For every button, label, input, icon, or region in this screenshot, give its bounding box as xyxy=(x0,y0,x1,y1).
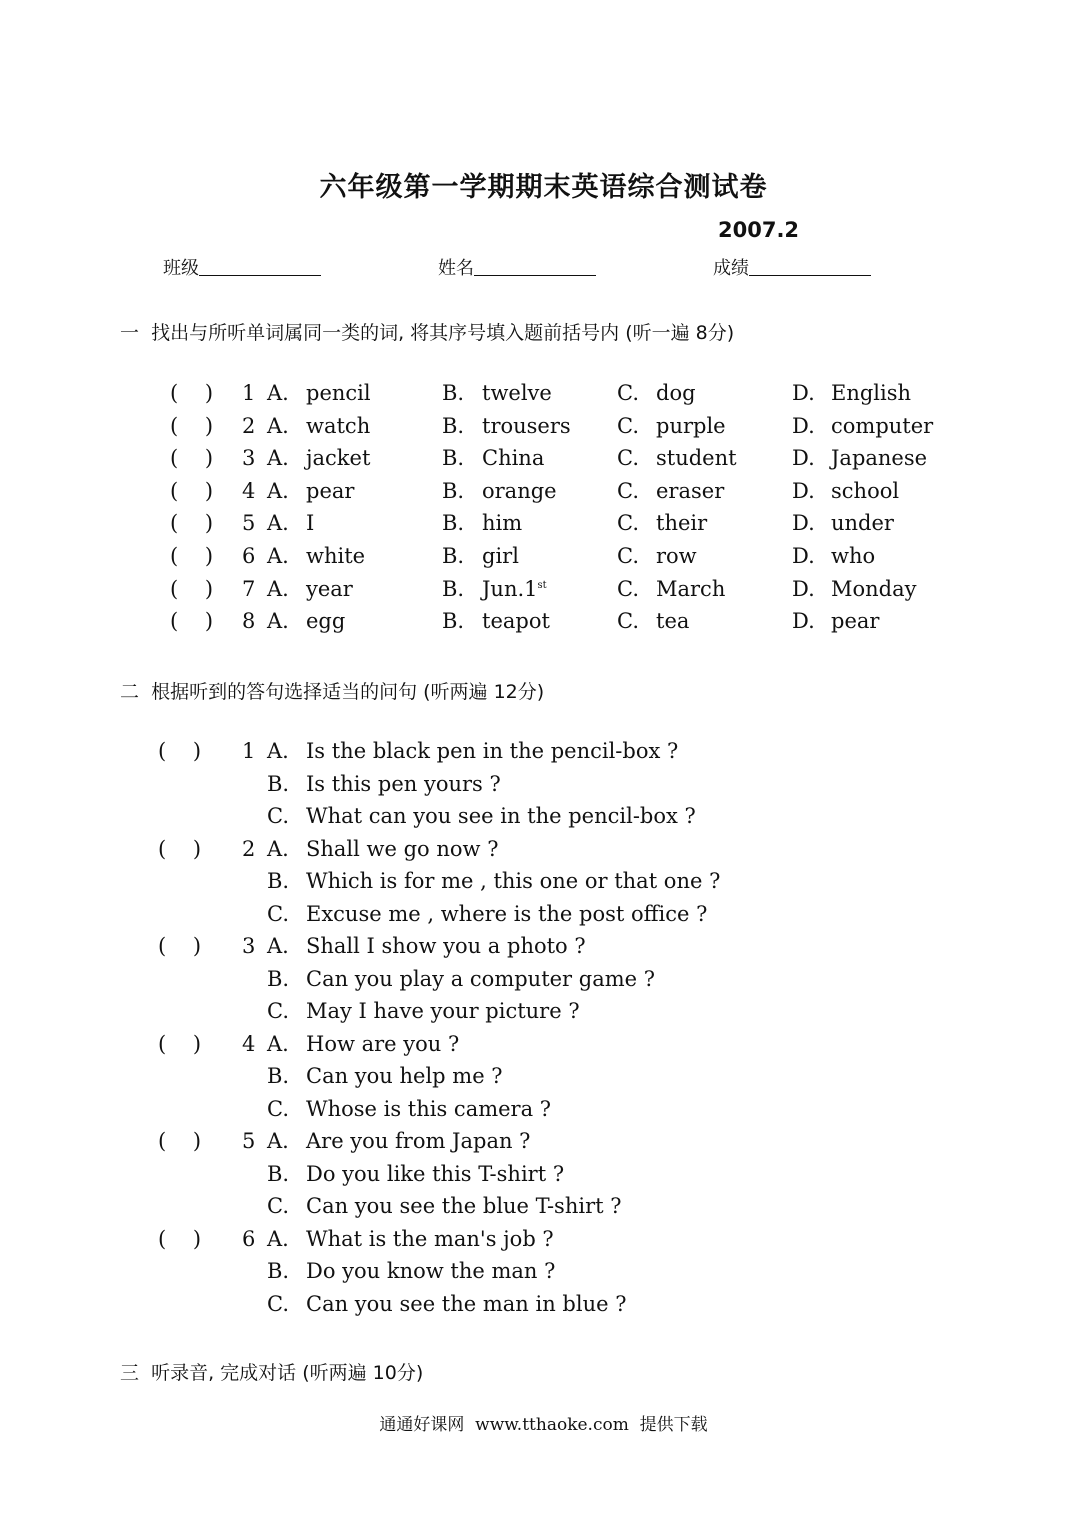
section-1-heading: 一 找出与所听单词属同一类的词, 将其序号填入题前括号内 (听一遍 8分) xyxy=(120,322,735,344)
option-c: dog xyxy=(656,381,696,405)
option-b xyxy=(482,446,544,470)
option-c-label: C. xyxy=(267,804,289,828)
option-d: English xyxy=(831,381,912,405)
option-b-label: B. xyxy=(442,511,465,536)
option-b-text: orange xyxy=(482,478,557,503)
answer-blank[interactable]: ( ) xyxy=(158,1226,202,1251)
answer-blank[interactable]: ( ) xyxy=(170,446,214,471)
question-number: 3 xyxy=(242,446,256,471)
option-b-label: B. xyxy=(267,771,290,796)
option-b xyxy=(482,381,552,405)
option-b: Is this pen yours ? xyxy=(306,771,501,796)
option-c-label: C. xyxy=(617,446,639,471)
question-number: 5 xyxy=(242,511,256,536)
option-c-label: C. xyxy=(617,544,639,568)
option-a: What is the man's job ? xyxy=(306,1226,554,1251)
question-number: 5 xyxy=(242,1129,256,1153)
option-a: pencil xyxy=(306,381,371,405)
option-a: jacket xyxy=(306,446,371,471)
option-b-label: B. xyxy=(442,544,465,568)
option-a-label: A. xyxy=(267,1129,289,1153)
option-a: watch xyxy=(306,413,371,438)
option-d-label: D. xyxy=(792,381,815,405)
answer-blank[interactable]: ( ) xyxy=(170,609,214,634)
option-b-label: B. xyxy=(267,869,290,893)
class-field[interactable] xyxy=(163,254,321,280)
answer-blank[interactable]: ( ) xyxy=(170,576,214,601)
option-b-label: B. xyxy=(267,1259,290,1283)
option-b-text: Jun.1 xyxy=(482,576,538,601)
option-b xyxy=(482,609,550,633)
option-b xyxy=(482,544,519,568)
footer-credit: 通通好课网 www.tthaoke.com 提供下载 xyxy=(379,1415,708,1435)
option-a-label: A. xyxy=(267,511,289,536)
option-c-label: C. xyxy=(617,576,639,601)
option-b-label: B. xyxy=(267,966,290,991)
option-c: Excuse me , where is the post office ? xyxy=(306,901,708,926)
option-b: Which is for me , this one or that one ? xyxy=(306,869,721,893)
option-c-label: C. xyxy=(267,901,289,926)
option-c-label: C. xyxy=(617,511,639,536)
option-d-label: D. xyxy=(792,413,815,438)
option-c-label: C. xyxy=(267,1096,289,1121)
name-field[interactable] xyxy=(438,254,596,280)
score-field[interactable] xyxy=(713,254,871,280)
option-c: Whose is this camera ? xyxy=(306,1096,552,1121)
name-blank[interactable] xyxy=(474,257,596,276)
option-b: Can you help me ? xyxy=(306,1064,503,1088)
exam-date: 2007.2 xyxy=(718,218,800,242)
question-number: 8 xyxy=(242,609,256,634)
option-c: March xyxy=(656,576,726,601)
question-number: 2 xyxy=(242,413,256,438)
option-d: pear xyxy=(831,609,880,634)
score-blank[interactable] xyxy=(749,257,871,276)
option-d: who xyxy=(831,544,876,568)
question-number: 7 xyxy=(242,576,256,601)
answer-blank[interactable]: ( ) xyxy=(158,836,202,861)
option-b: Do you like this T-shirt ? xyxy=(306,1161,565,1186)
question-number: 6 xyxy=(242,1226,256,1251)
question-number: 6 xyxy=(242,544,256,568)
option-a-label: A. xyxy=(267,413,289,438)
option-b-text: teapot xyxy=(482,609,550,634)
option-b-text: him xyxy=(482,511,523,536)
option-a: I xyxy=(306,511,315,536)
option-b-label: B. xyxy=(442,381,465,405)
option-a: year xyxy=(306,576,353,601)
option-a: pear xyxy=(306,478,355,503)
answer-blank[interactable]: ( ) xyxy=(158,739,202,763)
option-b-label: B. xyxy=(442,446,465,471)
option-b-superscript: st xyxy=(537,579,547,591)
option-a-label: A. xyxy=(267,544,289,568)
question-number: 1 xyxy=(242,381,256,405)
score-label: 成绩 xyxy=(713,258,749,279)
answer-blank[interactable]: ( ) xyxy=(158,934,202,958)
option-b-text: twelve xyxy=(482,381,552,405)
option-d-label: D. xyxy=(792,446,815,471)
option-b xyxy=(482,511,522,535)
option-a-label: A. xyxy=(267,1031,289,1056)
option-d-label: D. xyxy=(792,544,815,568)
option-c: Can you see the man in blue ? xyxy=(306,1291,627,1316)
question-number: 4 xyxy=(242,1031,256,1056)
option-a-label: A. xyxy=(267,478,289,503)
option-c-label: C. xyxy=(267,999,289,1023)
option-c: tea xyxy=(656,609,690,634)
option-b xyxy=(482,479,557,503)
option-a-label: A. xyxy=(267,381,289,405)
option-a-label: A. xyxy=(267,1226,289,1251)
option-b-text: China xyxy=(482,446,545,471)
answer-blank[interactable]: ( ) xyxy=(170,413,214,438)
class-blank[interactable] xyxy=(199,257,321,276)
option-b xyxy=(482,414,571,438)
answer-blank[interactable]: ( ) xyxy=(158,1129,202,1153)
option-d-label: D. xyxy=(792,511,815,536)
option-b-label: B. xyxy=(442,576,465,601)
option-c: May I have your picture ? xyxy=(306,999,580,1023)
option-d: school xyxy=(831,478,900,503)
question-number: 2 xyxy=(242,836,256,861)
option-c: What can you see in the pencil-box ? xyxy=(306,804,696,828)
option-d: under xyxy=(831,511,894,536)
answer-blank[interactable]: ( ) xyxy=(170,381,214,405)
option-c-label: C. xyxy=(267,1291,289,1316)
page-title: 六年级第一学期期末英语综合测试卷 xyxy=(319,172,768,203)
option-b-label: B. xyxy=(442,478,465,503)
option-a: egg xyxy=(306,609,346,634)
option-b: Do you know the man ? xyxy=(306,1259,556,1283)
option-a-label: A. xyxy=(267,446,289,471)
option-d: Japanese xyxy=(831,446,928,471)
option-c: row xyxy=(656,544,697,568)
option-c: eraser xyxy=(656,478,725,503)
answer-blank[interactable]: ( ) xyxy=(158,1031,202,1056)
option-a: Are you from Japan ? xyxy=(306,1129,531,1153)
option-a: Shall I show you a photo ? xyxy=(306,934,586,958)
name-label: 姓名 xyxy=(438,258,474,279)
option-a: How are you ? xyxy=(306,1031,460,1056)
question-number: 4 xyxy=(242,478,256,503)
answer-blank[interactable]: ( ) xyxy=(170,511,214,536)
option-a-label: A. xyxy=(267,609,289,634)
answer-blank[interactable]: ( ) xyxy=(170,478,214,503)
option-b-text: trousers xyxy=(482,413,571,438)
option-c: student xyxy=(656,446,737,471)
option-d: computer xyxy=(831,413,934,438)
option-a: white xyxy=(306,544,366,568)
question-number: 1 xyxy=(242,739,256,763)
answer-blank[interactable]: ( ) xyxy=(170,544,214,568)
option-a: Shall we go now ? xyxy=(306,836,499,861)
section-3-heading: 三 听录音, 完成对话 (听两遍 10分) xyxy=(120,1362,424,1384)
option-b-label: B. xyxy=(267,1161,290,1186)
option-d: Monday xyxy=(831,576,917,601)
option-a-label: A. xyxy=(267,836,289,861)
option-a-label: A. xyxy=(267,576,289,601)
option-b-text: girl xyxy=(482,544,519,568)
option-b-label: B. xyxy=(267,1064,290,1088)
option-b: Can you play a computer game ? xyxy=(306,966,656,991)
option-c-label: C. xyxy=(617,609,639,634)
option-d-label: D. xyxy=(792,576,815,601)
option-b xyxy=(482,577,547,601)
option-c-label: C. xyxy=(617,413,639,438)
class-label: 班级 xyxy=(163,258,199,279)
option-d-label: D. xyxy=(792,609,815,634)
option-c-label: C. xyxy=(617,478,639,503)
option-c: Can you see the blue T-shirt ? xyxy=(306,1194,622,1218)
option-c-label: C. xyxy=(617,381,639,405)
option-c-label: C. xyxy=(267,1194,289,1218)
option-a-label: A. xyxy=(267,739,289,763)
option-a-label: A. xyxy=(267,934,289,958)
question-number: 3 xyxy=(242,934,256,958)
option-a: Is the black pen in the pencil-box ? xyxy=(306,739,679,763)
option-b-label: B. xyxy=(442,413,465,438)
option-d-label: D. xyxy=(792,478,815,503)
option-c: purple xyxy=(656,413,726,438)
option-b-label: B. xyxy=(442,609,465,634)
option-c: their xyxy=(656,511,708,536)
section-2-heading: 二 根据听到的答句选择适当的问句 (听两遍 12分) xyxy=(120,681,545,703)
